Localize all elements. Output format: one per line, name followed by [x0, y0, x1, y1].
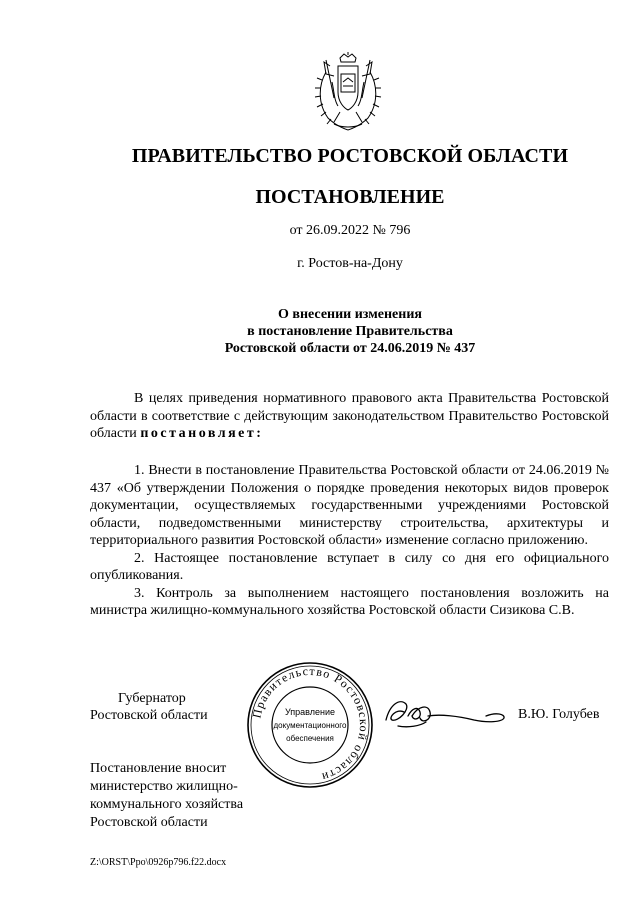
- seal-inner-line-2: документационного: [273, 721, 347, 730]
- contributor-note: [90, 760, 243, 832]
- signatory-name: В.Ю. Голубев: [518, 707, 600, 722]
- contributor-line-3: коммунального хозяйства: [90, 797, 244, 812]
- preamble-text: В целях приведения нормативного правового акта Правительства Ростовской области в соответствие с действующим законодательством Правительство Ростовской области: [90, 391, 609, 441]
- subject-line-2: в постановление Правительства: [247, 324, 453, 339]
- contributor-line-1: Постановление вносит: [90, 761, 227, 776]
- document-date-number: от 26.09.2022 № 796: [289, 223, 411, 238]
- seal-inner-line-1: Управление: [284, 707, 336, 717]
- preamble-paragraph: [90, 390, 609, 443]
- seal-inner-line-3: обеспечения: [286, 734, 334, 743]
- signatory-role-line-2: Ростовской области: [90, 708, 208, 723]
- decree-items: [90, 462, 609, 620]
- subject-line-1: О внесении изменения: [278, 307, 422, 322]
- preamble: [90, 390, 609, 443]
- subject-line-3: Ростовской области от 24.06.2019 № 437: [224, 341, 476, 356]
- rostov-coat-of-arms-icon: [312, 52, 384, 134]
- government-title: ПРАВИТЕЛЬСТВО РОСТОВСКОЙ ОБЛАСТИ: [131, 145, 569, 167]
- signatory-role-line-1: Губернатор: [118, 691, 186, 706]
- document-subject: [0, 306, 640, 357]
- document-city: г. Ростов-на-Дону: [297, 256, 403, 271]
- contributor-line-4: Ростовской области: [90, 815, 208, 830]
- decree-item-2: 2. Настоящее постановление вступает в силу со дня его официального опубликования.: [90, 550, 609, 583]
- signatory-role: [90, 690, 208, 724]
- handwritten-signature-icon: [378, 690, 508, 736]
- document-type: ПОСТАНОВЛЕНИЕ: [255, 186, 445, 208]
- decree-word: постановляет:: [140, 426, 264, 441]
- decree-item-1: 1. Внести в постановление Правительства Ростовской области от 24.06.2019 № 437 «Об утверждении Положения о порядке проведения некоторых видов проверок документации, осуществляемых государственными учреждениями Ростовской области, подведомственными министерству строительства, архитектуры и территориального развития Ростовской области» изменение согласно приложению.: [90, 463, 609, 548]
- file-path: Z:\ORST\Ppo\0926p796.f22.docx: [90, 857, 227, 868]
- seal-outer-text: Правительство Ростовской области: [249, 663, 372, 785]
- decree-item-3: 3. Контроль за выполнением настоящего постановления возложить на министра жилищно-коммунального хозяйства Ростовской области Сизикова С.В.: [90, 585, 609, 618]
- official-seal-icon: [246, 661, 374, 789]
- contributor-line-2: министерство жилищно-: [90, 779, 238, 794]
